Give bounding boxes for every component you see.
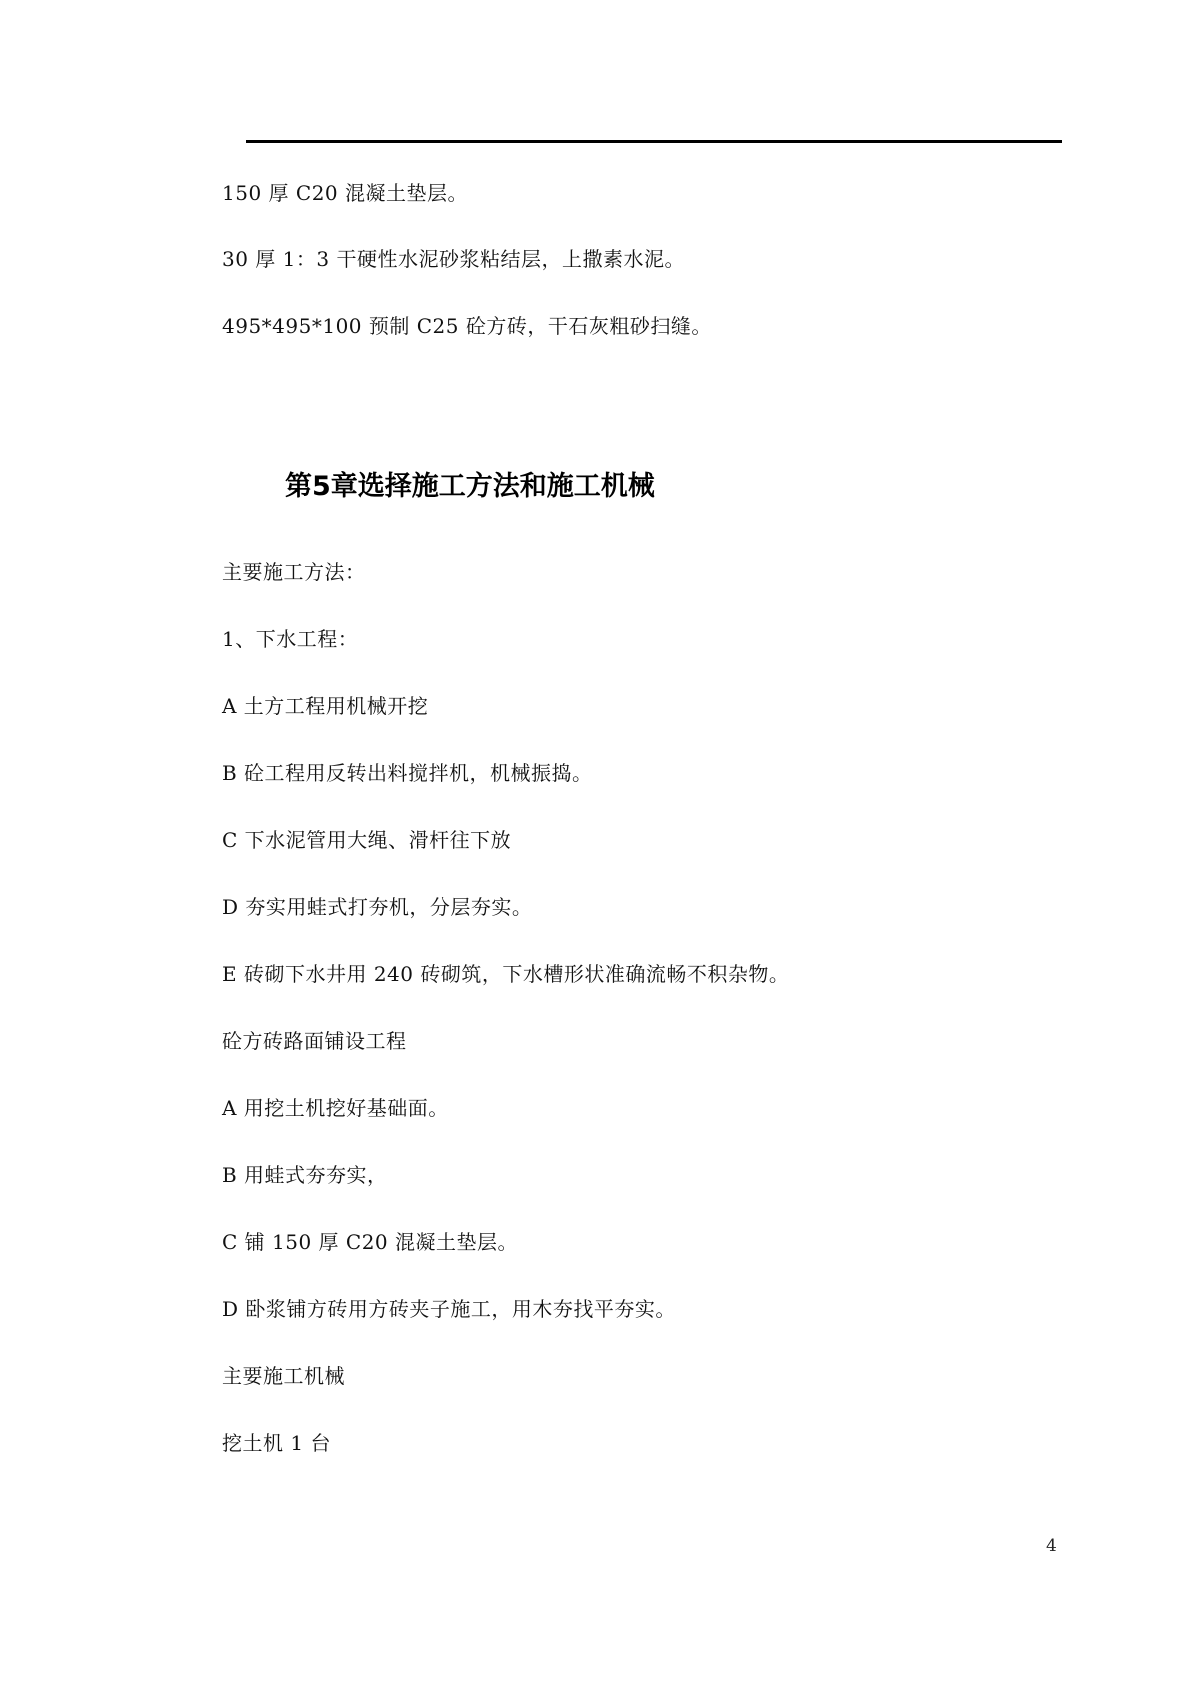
paragraph-sewer-works: 1、下水工程： (222, 627, 359, 651)
paragraph-precast-brick: 495*495*100 预制 C25 砼方砖，干石灰粗砂扫缝。 (222, 314, 712, 338)
header-rule (246, 140, 1062, 143)
list-item: C 下水泥管用大绳、滑杆往下放 (222, 828, 512, 852)
list-item: B 砼工程用反转出料搅拌机，机械振捣。 (222, 761, 593, 785)
list-item: D 夯实用蛙式打夯机，分层夯实。 (222, 895, 533, 919)
list-item: 挖土机 1 台 (222, 1431, 331, 1455)
paragraph-paving-works: 砼方砖路面铺设工程 (222, 1029, 407, 1053)
paragraph-main-machinery: 主要施工机械 (222, 1364, 345, 1388)
paragraph-main-methods: 主要施工方法： (222, 560, 366, 584)
list-item: B 用蛙式夯夯实， (222, 1163, 388, 1187)
list-item: A 土方工程用机械开挖 (222, 694, 429, 718)
list-item: A 用挖土机挖好基础面。 (222, 1096, 449, 1120)
paragraph-concrete-cushion: 150 厚 C20 混凝土垫层。 (222, 181, 468, 205)
paragraph-mortar-layer: 30 厚 1：3 干硬性水泥砂浆粘结层，上撒素水泥。 (222, 247, 685, 271)
list-item: E 砖砌下水井用 240 砖砌筑，下水槽形状准确流畅不积杂物。 (222, 962, 790, 986)
list-item: C 铺 150 厚 C20 混凝土垫层。 (222, 1230, 519, 1254)
page-number: 4 (1046, 1536, 1057, 1556)
chapter-title: 第5章选择施工方法和施工机械 (285, 471, 655, 503)
list-item: D 卧浆铺方砖用方砖夹子施工，用木夯找平夯实。 (222, 1297, 676, 1321)
